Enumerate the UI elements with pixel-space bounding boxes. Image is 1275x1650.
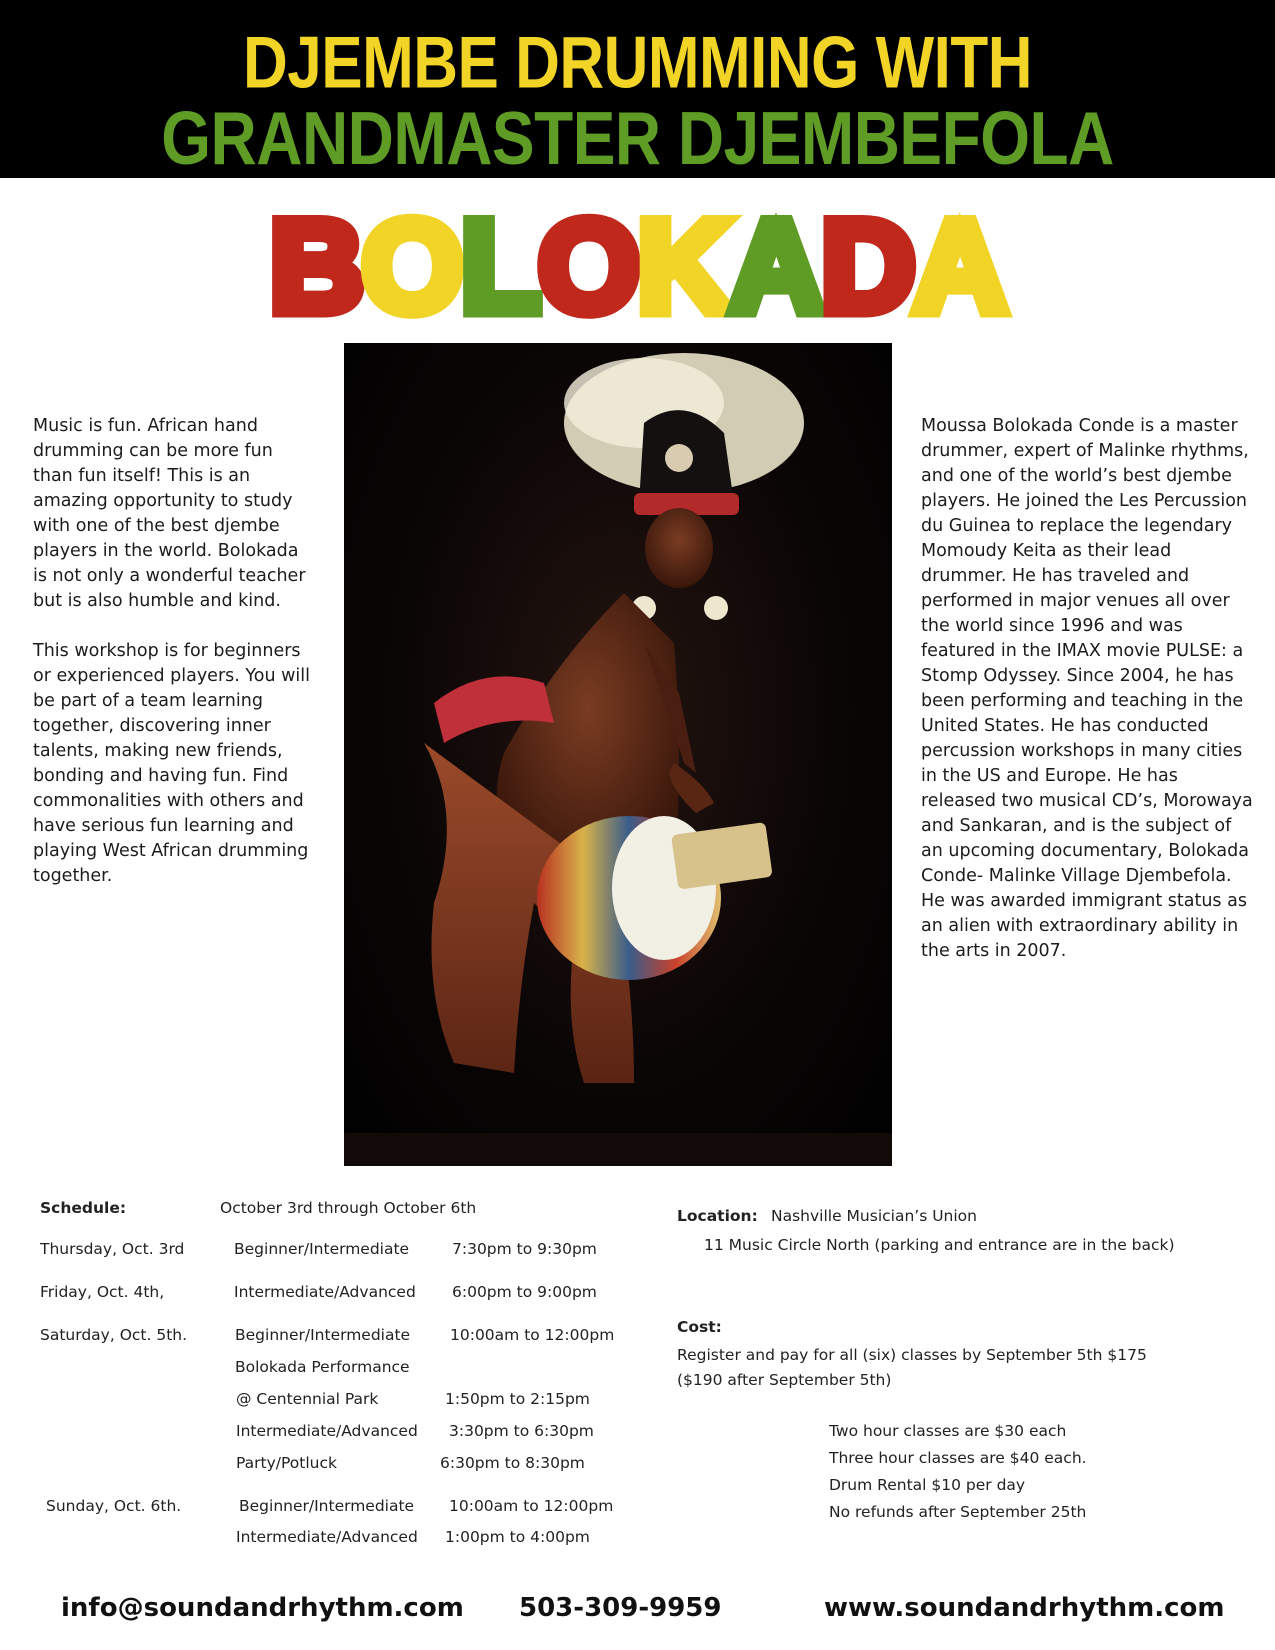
website-link[interactable]: www.soundandrhythm.com (824, 1593, 1225, 1623)
schedule-time: 1:50pm to 2:15pm (445, 1390, 590, 1408)
schedule-day: Thursday, Oct. 3rd (40, 1240, 185, 1258)
performer-photo (344, 343, 892, 1166)
schedule-day: Saturday, Oct. 5th. (40, 1326, 188, 1344)
intro-paragraph-2: This workshop is for beginners or experienced players. You will be part of a team learning together, discovering inner talents, making new friends, bonding and having fun. Find commonalities with others and have serious fun learning and playing West African drumming together. (33, 641, 311, 886)
cost-item: Two hour classes are $30 each (829, 1422, 1067, 1440)
schedule-label: Schedule: (40, 1199, 127, 1217)
schedule-level: Beginner/Intermediate (234, 1240, 410, 1258)
bio-text (921, 414, 1256, 989)
title-letter: K (637, 193, 730, 339)
schedule-day: Sunday, Oct. 6th. (46, 1497, 182, 1515)
title-letter: D (821, 193, 914, 339)
schedule-time: 1:00pm to 4:00pm (445, 1528, 590, 1546)
schedule-time: 6:00pm to 9:00pm (452, 1283, 597, 1301)
schedule-day: Friday, Oct. 4th, (40, 1283, 165, 1301)
cost-item: Drum Rental $10 per day (829, 1476, 1026, 1494)
schedule-time: 6:30pm to 8:30pm (440, 1454, 585, 1472)
location-label: Location: (677, 1207, 758, 1225)
intro-text (33, 414, 313, 914)
contact-email[interactable]: info@soundandrhythm.com (61, 1593, 464, 1623)
cost-item: No refunds after September 25th (829, 1503, 1087, 1521)
schedule-level: Bolokada Performance (235, 1358, 410, 1376)
title-letter: O (361, 193, 461, 339)
schedule-level: Beginner/Intermediate (239, 1497, 415, 1515)
schedule-time: 10:00am to 12:00pm (449, 1497, 614, 1515)
header-line-2: GRANDMASTER DJEMBEFOLA (161, 95, 1114, 181)
cost-item: Three hour classes are $40 each. (829, 1449, 1087, 1467)
title-letter: A (729, 193, 822, 339)
cost-register: Register and pay for all (six) classes by September 5th $175 ($190 after September 5th) (677, 1346, 1147, 1389)
schedule-time: 3:30pm to 6:30pm (449, 1422, 594, 1440)
schedule-time: 7:30pm to 9:30pm (452, 1240, 597, 1258)
location-address: 11 Music Circle North (parking and entrance are in the back) (704, 1236, 1175, 1254)
cost-label: Cost: (677, 1318, 722, 1336)
bio-paragraph: Moussa Bolokada Conde is a master drummer, expert of Malinke rhythms, and one of the world’s best djembe players. He joined the Les Percussion du Guinea to replace the legendary Momoudy Keita as their lead drummer. He has traveled and performed in major venues all over the world since 1996 and was featured in the IMAX movie PULSE: a Stomp Odyssey. Since 2004, he has been performing and teaching in the United States. He has conducted percussion workshops in many cities in the US and Europe. He has released two musical CD’s, Morowaya and Sankaran, and is the subject of an upcoming documentary, Bolokada Conde- Malinke Village Djembefola. He was awarded immigrant status as an alien with extraordinary ability in the arts in 2007. (921, 416, 1253, 961)
title-letter: L (460, 193, 539, 339)
title-letter: B (269, 193, 362, 339)
intro-paragraph-1: Music is fun. African hand drumming can be more fun than fun itself! This is an amazing opportunity to study with one of the best djembe players in the world. Bolokada is not only a wonderful teacher but is also humble and kind. (33, 416, 306, 611)
header-banner (0, 0, 1275, 181)
title-letter: A (913, 193, 1006, 339)
cost-list (829, 1418, 1189, 1526)
schedule-level: Intermediate/Advanced (236, 1422, 418, 1440)
schedule-level: Beginner/Intermediate (235, 1326, 411, 1344)
schedule-level: @ Centennial Park (236, 1390, 379, 1408)
contact-phone[interactable]: 503-309-9959 (519, 1593, 722, 1623)
schedule-range: October 3rd through October 6th (220, 1199, 477, 1217)
schedule-time: 10:00am to 12:00pm (450, 1326, 615, 1344)
schedule-level: Intermediate/Advanced (234, 1283, 416, 1301)
schedule-level: Intermediate/Advanced (236, 1528, 418, 1546)
title-word (0, 193, 1275, 339)
schedule-level: Party/Potluck (236, 1454, 337, 1472)
title-letter: O (538, 193, 638, 339)
header-line-1: DJEMBE DRUMMING WITH (242, 22, 1033, 104)
location-venue: Nashville Musician’s Union (771, 1207, 977, 1225)
